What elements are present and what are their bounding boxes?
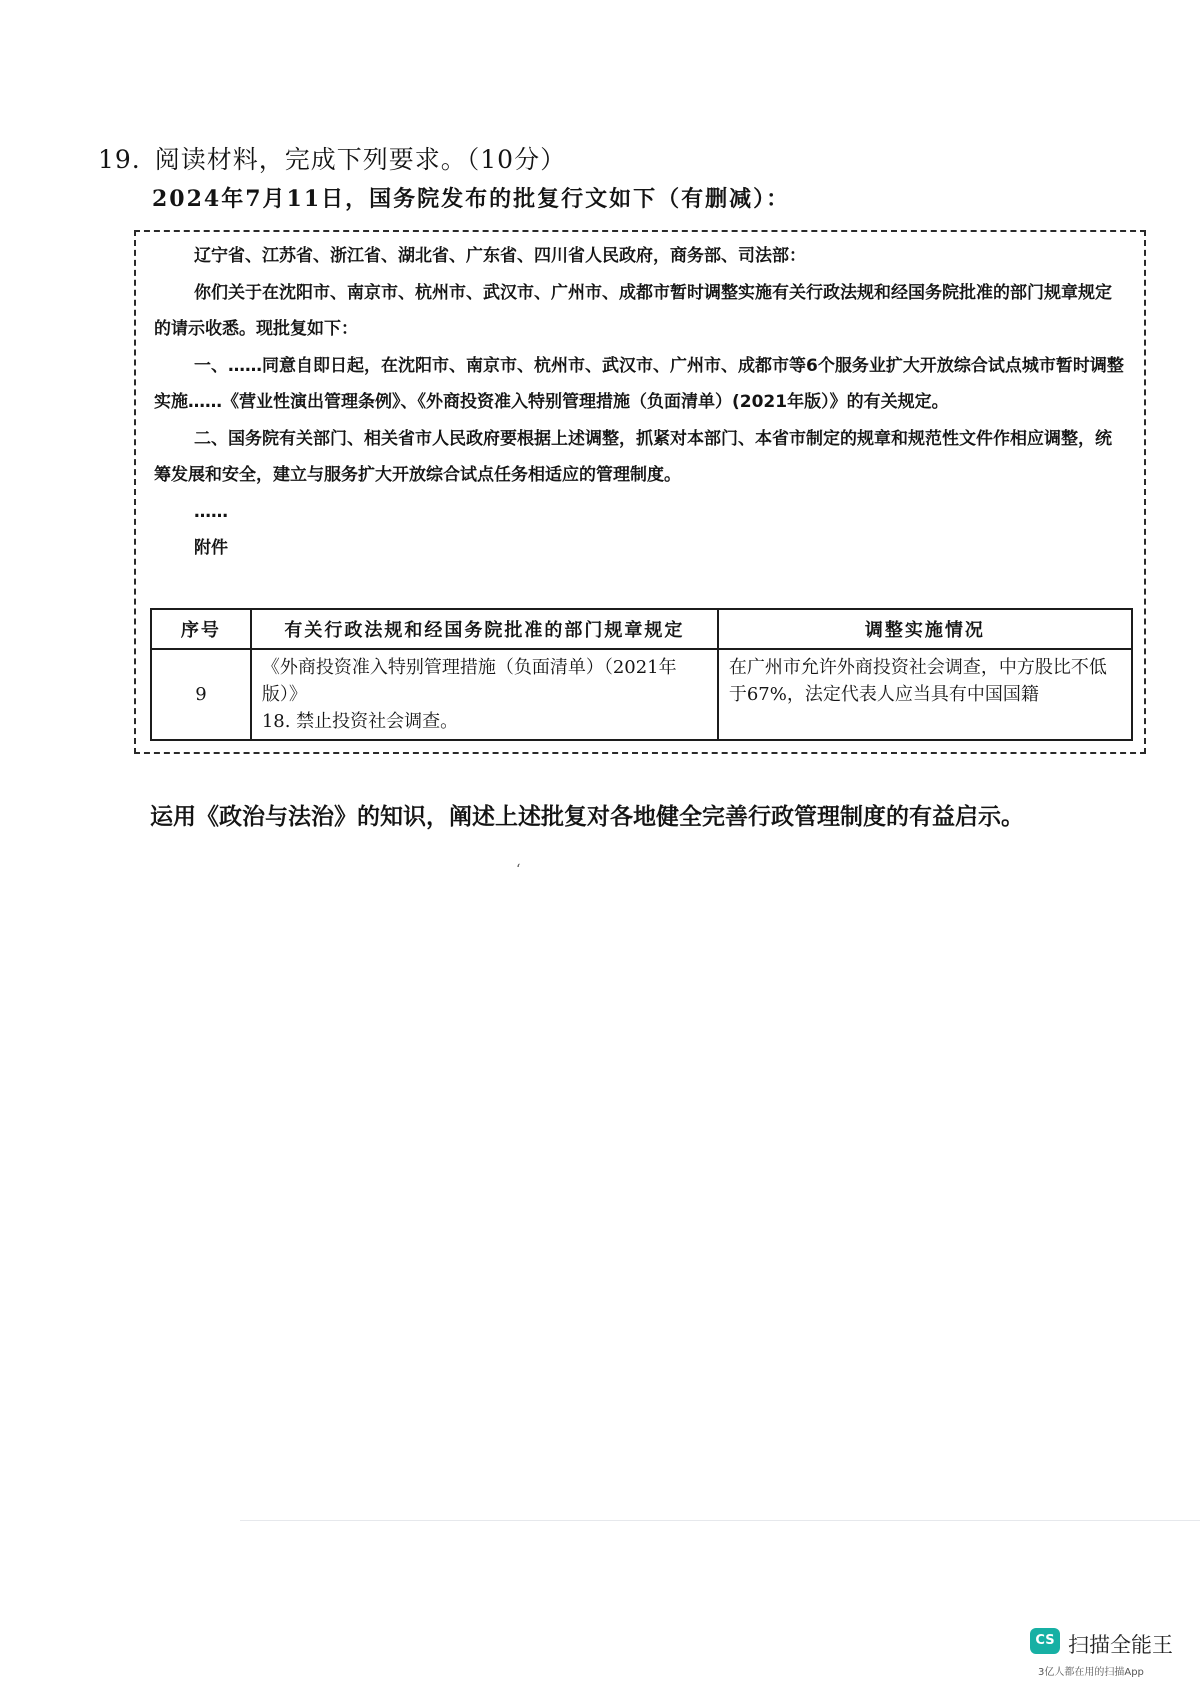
table-row — [151, 649, 1132, 740]
doc-para-one: 一、……同意自即日起，在沈阳市、南京市、杭州市、武汉市、广州市、成都市等6个服务业扩大开放综合试点城市暂时调整实施……《营业性演出管理条例》、《外商投资准入特别管理措施（负面清单）(2021年版）》的有关规定。 — [154, 355, 1124, 412]
doc-ellipsis: …… — [194, 501, 228, 522]
doc-para-two: 二、国务院有关部门、相关省市人民政府要根据上述调整，抓紧对本部门、本省市制定的规章和规范性文件作相应调整，统筹发展和安全，建立与服务扩大开放综合试点任务相适应的管理制度。 — [154, 428, 1112, 485]
cell-no: 9 — [151, 649, 251, 740]
watermark-name: 扫描全能王 — [1068, 1633, 1173, 1657]
header-no: 序号 — [151, 609, 251, 649]
rule-item: 18. 禁止投资社会调查。 — [261, 711, 459, 732]
doc-para-request: 你们关于在沈阳市、南京市、杭州市、武汉市、广州市、成都市暂时调整实施有关行政法规和经国务院批准的部门规章规定的请示收悉。现批复如下： — [154, 282, 1112, 339]
cs-logo-icon: CS — [1030, 1628, 1060, 1654]
annex-header-row — [151, 609, 1132, 649]
cell-rule — [251, 649, 718, 740]
header-rule: 有关行政法规和经国务院批准的部门规章规定 — [251, 609, 718, 649]
question-prompt: 运用《政治与法治》的知识，阐述上述批复对各地健全完善行政管理制度的有益启示。 — [150, 803, 1024, 830]
annex-table — [150, 608, 1133, 741]
question-heading — [98, 140, 566, 176]
watermark-tagline: 3亿人都在用的扫描App — [1038, 1667, 1144, 1678]
document-excerpt-box — [134, 230, 1146, 754]
rule-title: 《外商投资准入特别管理措施（负面清单）（2021年版）》 — [261, 657, 677, 705]
header-status: 调整实施情况 — [718, 609, 1132, 649]
document-text — [154, 238, 1126, 567]
scan-speck: ʻ — [516, 862, 521, 878]
question-intro: 2024年7月11日，国务院发布的批复行文如下（有删减）： — [152, 186, 791, 212]
question-number: 19. — [98, 145, 141, 174]
paper-fold-line — [240, 1520, 1200, 1521]
cell-status: 在广州市允许外商投资社会调查，中方股比不低于67%，法定代表人应当具有中国国籍 — [718, 649, 1132, 740]
doc-addressee: 辽宁省、江苏省、浙江省、湖北省、广东省、四川省人民政府，商务部、司法部： — [194, 246, 806, 266]
question-title: 阅读材料，完成下列要求。（10分） — [154, 145, 567, 174]
doc-annex-label: 附件 — [194, 538, 228, 558]
